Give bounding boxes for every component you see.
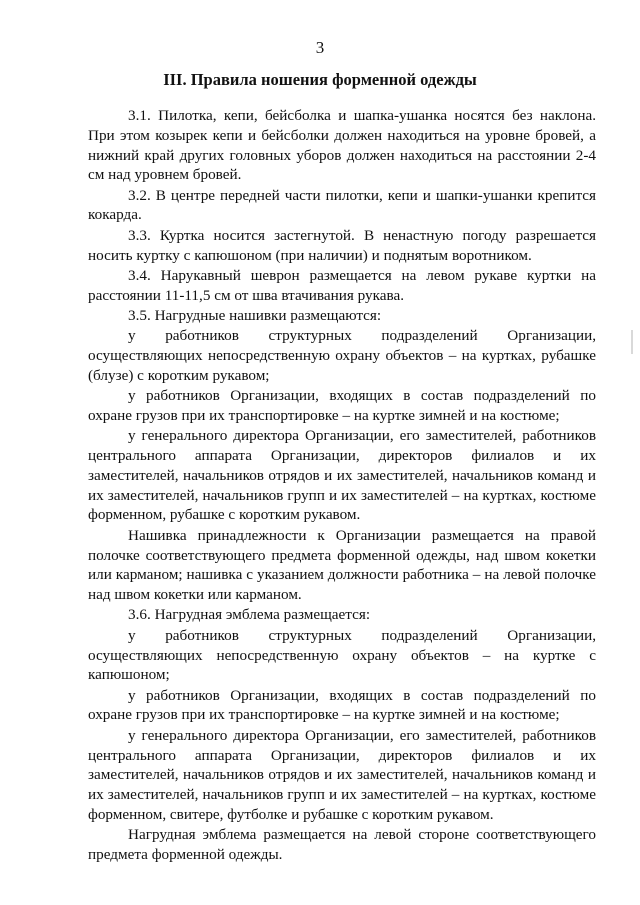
paragraph-3-3: 3.3. Куртка носится застегнутой. В ненастную погоду разрешается носить куртку с капюшоном (при наличии) и поднятым воротником. xyxy=(88,226,596,264)
paragraph-3-1: 3.1. Пилотка, кепи, бейсболка и шапка-ушанка носятся без наклона. При этом козырек кепи и бейсболки должен находиться на уровне бровей, а нижний край других головных уборов должен находиться на расстоянии 2-4 см над уровнем бровей. xyxy=(88,107,596,184)
page-number: 3 xyxy=(315,38,325,57)
paragraph-3-6-emblem-placement: Нагрудная эмблема размещается на левой стороне соответствующего предмета форменной одежды. xyxy=(88,826,596,863)
paragraph-3-6-cargo-staff: у работников Организации, входящих в состав подразделений по охране грузов при их транспортировке – на куртке зимней и на костюме; xyxy=(88,686,596,724)
paragraph-3-5: 3.5. Нагрудные нашивки размещаются: xyxy=(128,306,382,324)
paragraph-3-4: 3.4. Нарукавный шеврон размещается на левом рукаве куртки на расстоянии 11-11,5 см от шва втачивания рукава. xyxy=(88,266,596,304)
paragraph-3-2: 3.2. В центре передней части пилотки, кепи и шапки-ушанки крепится кокарда. xyxy=(88,186,596,224)
paragraph-3-5-security-staff: у работников структурных подразделений Организации, осуществляющих непосредственную охрану объектов – на куртках, рубашке (блузе) с коротким рукавом; xyxy=(88,327,596,384)
paragraph-3-6-management: у генерального директора Организации, его заместителей, работников центрального аппарата Организации, директоров филиалов и их заместителей, начальников отрядов и их заместителей, начальников команд и их заместителей, начальников групп и их заместителей – на куртках, костюме форменном, свитере, футболке и рубашке с коротким рукавом. xyxy=(88,726,596,823)
paragraph-3-5-management: у генерального директора Организации, его заместителей, работников центрального аппарата Организации, директоров филиалов и их заместителей, начальников отрядов и их заместителей, начальников команд и их заместителей, начальников групп и их заместителей – на куртках, костюме форменном, рубашке с коротким рукавом. xyxy=(88,427,596,524)
scan-edge-mark xyxy=(631,330,633,354)
paragraph-3-5-cargo-staff: у работников Организации, входящих в состав подразделений по охране грузов при их транспортировке – на куртке зимней и на костюме; xyxy=(88,387,596,424)
document-body xyxy=(88,106,596,865)
paragraph-3-6: 3.6. Нагрудная эмблема размещается: xyxy=(128,606,371,624)
paragraph-3-6-security-staff: у работников структурных подразделений Организации, осуществляющих непосредственную охрану объектов – на куртке с капюшоном; xyxy=(88,626,596,684)
paragraph-3-5-patch-placement: Нашивка принадлежности к Организации размещается на правой полочке соответствующего предмета форменной одежды, над швом кокетки или карманом; нашивка с указанием должности работника – на левой полочке над швом кокетки или карманом. xyxy=(88,526,596,604)
section-title: III. Правила ношения форменной одежды xyxy=(163,70,477,89)
